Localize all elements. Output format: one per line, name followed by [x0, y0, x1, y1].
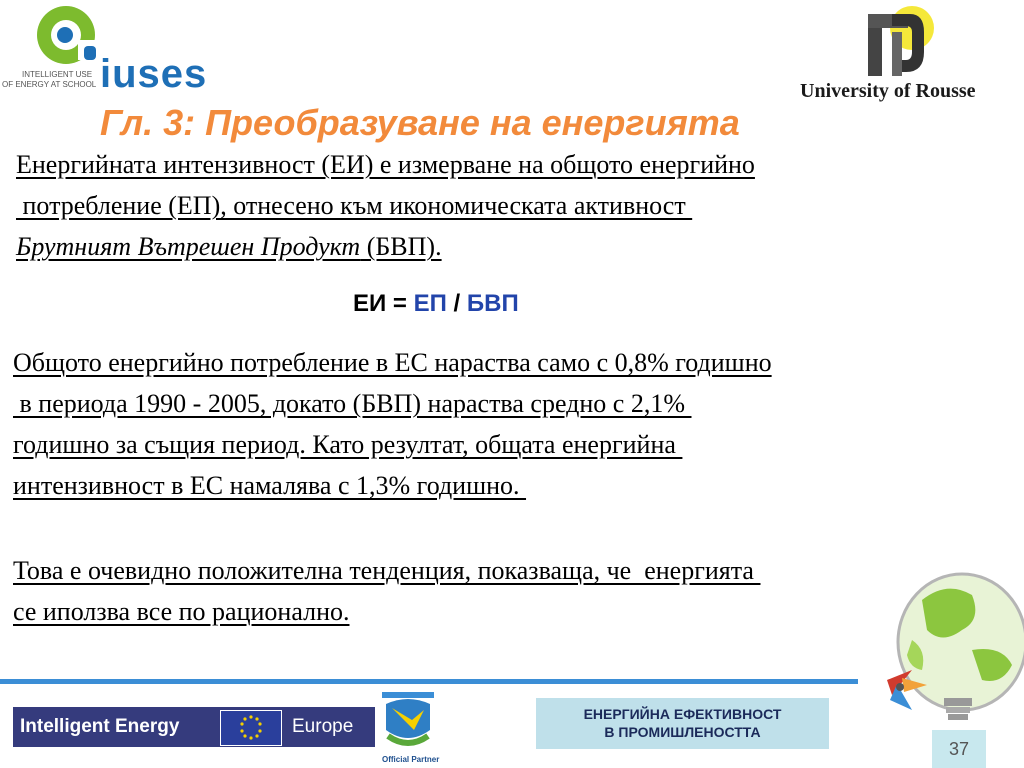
partner-label: Official Partner	[382, 755, 440, 764]
ie-banner-right-text: Europe	[292, 716, 354, 737]
partner-logo-icon	[378, 690, 438, 756]
formula	[353, 290, 519, 318]
iuses-tagline-1: INTELLIGENT USE	[22, 70, 93, 79]
formula-eq: =	[386, 290, 414, 317]
gdp-term: Брутният Вътрешен Продукт	[16, 232, 361, 261]
conclusion-paragraph	[13, 550, 760, 632]
university-logo-icon	[862, 2, 942, 80]
definition-paragraph	[16, 144, 755, 267]
formula-slash: /	[446, 290, 467, 317]
lightbulb-globe-icon	[852, 560, 1024, 730]
formula-lhs: ЕИ	[353, 290, 387, 317]
iuses-wordmark: iuses	[100, 52, 208, 96]
conclusion-line-2: се иползва все по рационално.	[13, 597, 350, 626]
eu-stars-icon	[221, 711, 281, 745]
definition-line-3	[16, 226, 755, 267]
formula-term-ep: ЕП	[413, 290, 447, 317]
iuses-logo	[0, 0, 225, 98]
definition-line-2: потребление (ЕП), отнесено към икономическата активност	[16, 191, 693, 220]
statistics-line-4: интензивност в ЕС намалява с 1,3% годишно.	[13, 471, 527, 500]
eu-flag-icon	[220, 710, 282, 746]
definition-line-1: Енергийната интензивност (ЕИ) е измерване на общото енергийно	[16, 150, 755, 179]
iuses-logo-icon	[32, 2, 102, 68]
iuses-tagline-2: OF ENERGY AT SCHOOL	[2, 80, 97, 89]
page-number: 37	[932, 730, 986, 768]
statistics-line-2: в периода 1990 - 2005, докато (БВП) нараства средно с 2,1%	[13, 389, 692, 418]
statistics-line-3: годишно за същия период. Като резултат, общата енергийна	[13, 430, 683, 459]
ie-banner-left-text: Intelligent Energy	[20, 716, 180, 737]
statistics-line-1: Общото енергийно потребление в ЕС нараства само с 0,8% годишно	[13, 348, 772, 377]
slide-title: Гл. 3: Преобразуване на енергията	[100, 102, 740, 143]
gdp-abbrev: (БВП).	[360, 232, 442, 261]
subject-box	[536, 698, 829, 749]
subject-line-2: В ПРОМИШЛЕНОСТТА	[604, 724, 761, 740]
footer-divider	[0, 679, 858, 684]
subject-line-1: ЕНЕРГИЙНА ЕФЕКТИВНОСТ	[583, 706, 782, 722]
conclusion-line-1: Това е очевидно положителна тенденция, показваща, че енергията	[13, 556, 761, 585]
statistics-paragraph	[13, 342, 772, 506]
formula-term-bvp: БВП	[466, 290, 519, 317]
university-name: University of Rousse	[800, 80, 976, 102]
